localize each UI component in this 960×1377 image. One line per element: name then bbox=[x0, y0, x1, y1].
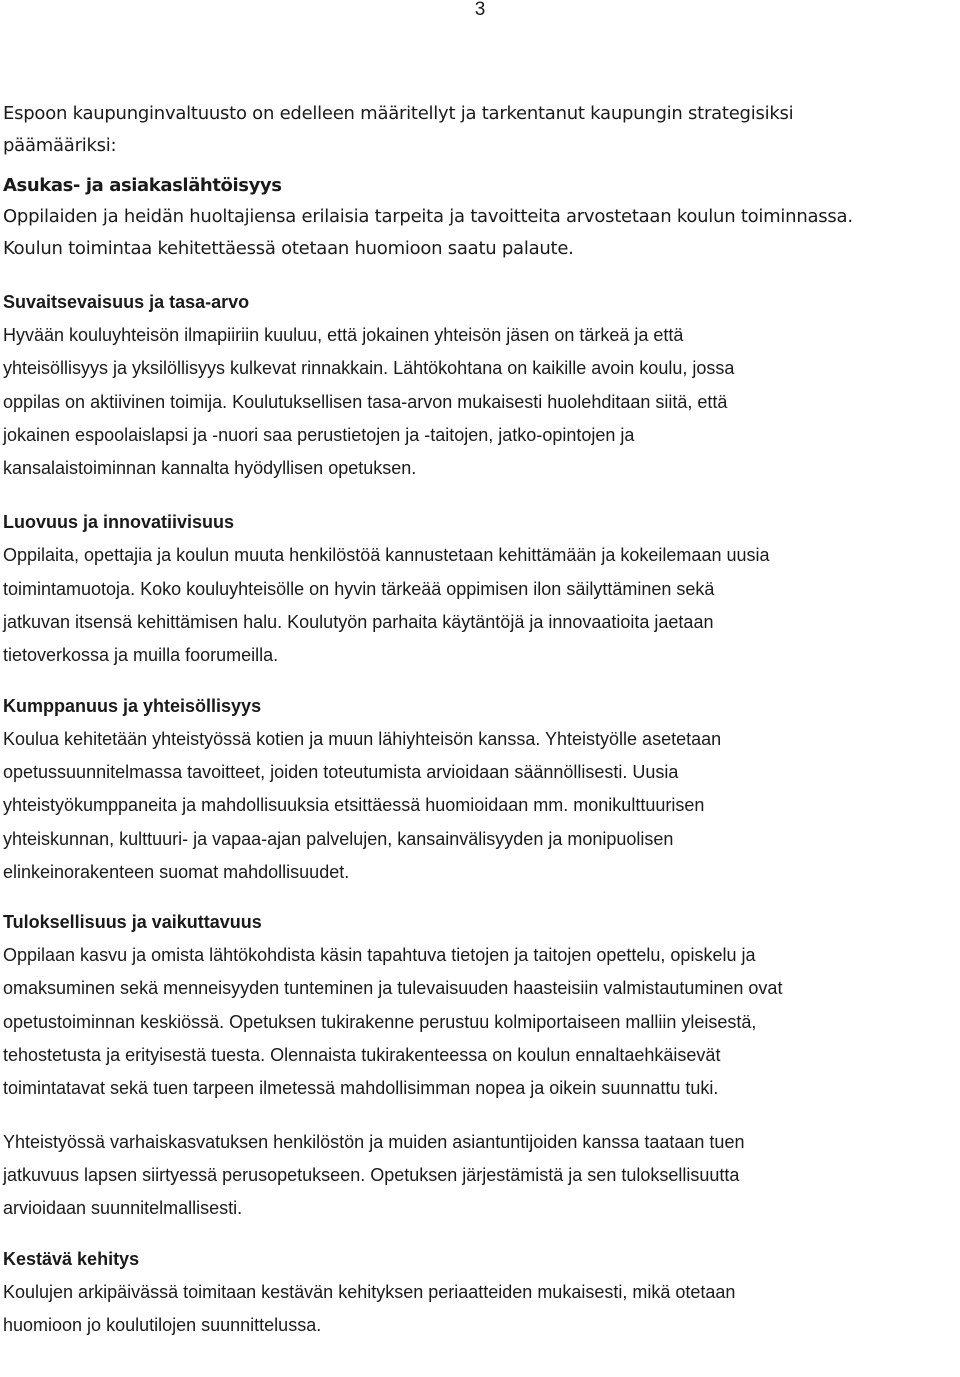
paragraph-line: yhteiskunnan, kulttuuri- ja vapaa-ajan palvelujen, kansainvälisyyden ja monipuolisen bbox=[3, 828, 674, 849]
paragraph-line: Hyvään kouluyhteisön ilmapiiriin kuuluu, että jokainen yhteisön jäsen on tärkeä ja että bbox=[3, 325, 684, 345]
paragraph-line: jatkuvuus lapsen siirtyessä perusopetukseen. Opetuksen järjestämistä ja sen tuloksellisuutta bbox=[3, 1164, 740, 1185]
paragraph-line: jokainen espoolaislapsi ja -nuori saa perustietojen ja -taitojen, jatko-opintojen ja bbox=[3, 424, 635, 445]
intro-line: päämääriksi: bbox=[3, 135, 117, 156]
section-heading: Luovuus ja innovatiivisuus bbox=[3, 512, 235, 533]
section-heading: Asukas- ja asiakaslähtöisyys bbox=[3, 175, 282, 196]
section-heading: Suvaitsevaisuus ja tasa-arvo bbox=[3, 292, 250, 312]
paragraph-line: yhteisöllisyys ja yksilöllisyys kulkevat rinnakkain. Lähtökohtana on kaikille avoin koulu, jossa bbox=[3, 358, 735, 379]
paragraph-line: Koulun toimintaa kehitettäessä otetaan huomioon saatu palaute. bbox=[3, 238, 574, 259]
paragraph-line: Koulua kehitetään yhteistyössä kotien ja muun lähiyhteisön kanssa. Yhteistyölle asetetaan bbox=[3, 728, 722, 749]
paragraph-line: oppilas on aktiivinen toimija. Koulutuksellisen tasa-arvon mukaisesti huolehditaan siitä, että bbox=[3, 391, 728, 412]
section-asukas-ja-asiakaslahtoisyys bbox=[3, 171, 960, 265]
section-paragraph bbox=[3, 319, 960, 485]
section-paragraph bbox=[3, 939, 960, 1105]
paragraph-line: tietoverkossa ja muilla foorumeilla. bbox=[3, 645, 279, 666]
paragraph-line: opetussuunnitelmassa tavoitteet, joiden toteutumista arvioidaan säännöllisesti. Uusia bbox=[3, 761, 679, 782]
paragraph-line: elinkeinorakenteen suomat mahdollisuudet. bbox=[3, 861, 350, 882]
paragraph-line: opetustoiminnan keskiössä. Opetuksen tukirakenne perustuu kolmiportaiseen malliin yleisestä, bbox=[3, 1011, 757, 1032]
paragraph-line: toimintamuotoja. Koko kouluyhteisölle on hyvin tärkeää oppimisen ilon säilyttäminen sekä bbox=[3, 578, 715, 599]
paragraph-line: Yhteistyössä varhaiskasvatuksen henkilöstön ja muiden asiantuntijoiden kanssa taataan tuen bbox=[3, 1131, 745, 1152]
section-paragraph bbox=[3, 1276, 960, 1343]
paragraph-line: tehostetusta ja erityisestä tuesta. Olennaista tukirakenteessa on koulun ennaltaehkäisevät bbox=[3, 1045, 721, 1066]
section-tuloksellisuus-ja-vaikuttavuus bbox=[3, 906, 960, 1105]
paragraph-line: yhteistyökumppaneita ja mahdollisuuksia etsittäessä huomioidaan mm. monikulttuurisen bbox=[3, 795, 705, 816]
page-number: 3 bbox=[474, 0, 486, 20]
paragraph-line: arvioidaan suunnitelmallisesti. bbox=[3, 1198, 243, 1219]
paragraph-line: kansalaistoiminnan kannalta hyödyllisen opetuksen. bbox=[3, 458, 417, 479]
document-body bbox=[3, 98, 960, 1342]
paragraph-line: huomioon jo koulutilojen suunnittelussa. bbox=[3, 1314, 322, 1335]
section-heading: Kumppanuus ja yhteisöllisyys bbox=[3, 695, 262, 716]
section-paragraph bbox=[3, 723, 960, 889]
section-suvaitsevaisuus-ja-tasa-arvo bbox=[3, 286, 960, 485]
section-heading: Tuloksellisuus ja vaikuttavuus bbox=[3, 912, 262, 933]
paragraph-line: Oppilaita, opettajia ja koulun muuta henkilöstöä kannustetaan kehittämään ja kokeilemaan uusia bbox=[3, 545, 770, 566]
section-kestava-kehitys bbox=[3, 1243, 960, 1343]
intro-paragraph bbox=[3, 98, 960, 162]
paragraph-line: omaksuminen sekä menneisyyden tunteminen ja tulevaisuuden haasteisiin valmistautuminen ovat bbox=[3, 978, 783, 999]
paragraph-line: Oppilaiden ja heidän huoltajiensa erilaisia tarpeita ja tavoitteita arvostetaan koulun toiminnassa. bbox=[3, 206, 853, 227]
section-luovuus-ja-innovatiivisuus bbox=[3, 506, 960, 672]
paragraph-line: jatkuvan itsensä kehittämisen halu. Koulutyön parhaita käytäntöjä ja innovaatioita jaetaan bbox=[3, 612, 714, 633]
paragraph-line: Oppilaan kasvu ja omista lähtökohdista käsin tapahtuva tietojen ja taitojen opettelu, opiskelu ja bbox=[3, 945, 756, 966]
intro-line: Espoon kaupunginvaltuusto on edelleen määritellyt ja tarkentanut kaupungin strategisiksi bbox=[3, 103, 794, 124]
paragraph-line: Koulujen arkipäivässä toimitaan kestävän kehityksen periaatteiden mukaisesti, mikä otetaan bbox=[3, 1281, 736, 1302]
section-heading: Kestävä kehitys bbox=[3, 1248, 140, 1269]
section-yhteistyo-paragraph bbox=[3, 1126, 960, 1226]
section-paragraph bbox=[3, 1126, 960, 1226]
section-paragraph bbox=[3, 201, 960, 265]
paragraph-line: toimintatavat sekä tuen tarpeen ilmetessä mahdollisimman nopea ja oikein suunnattu tuki. bbox=[3, 1078, 719, 1099]
section-paragraph bbox=[3, 539, 960, 672]
section-kumppanuus-ja-yhteisollisyys bbox=[3, 690, 960, 889]
